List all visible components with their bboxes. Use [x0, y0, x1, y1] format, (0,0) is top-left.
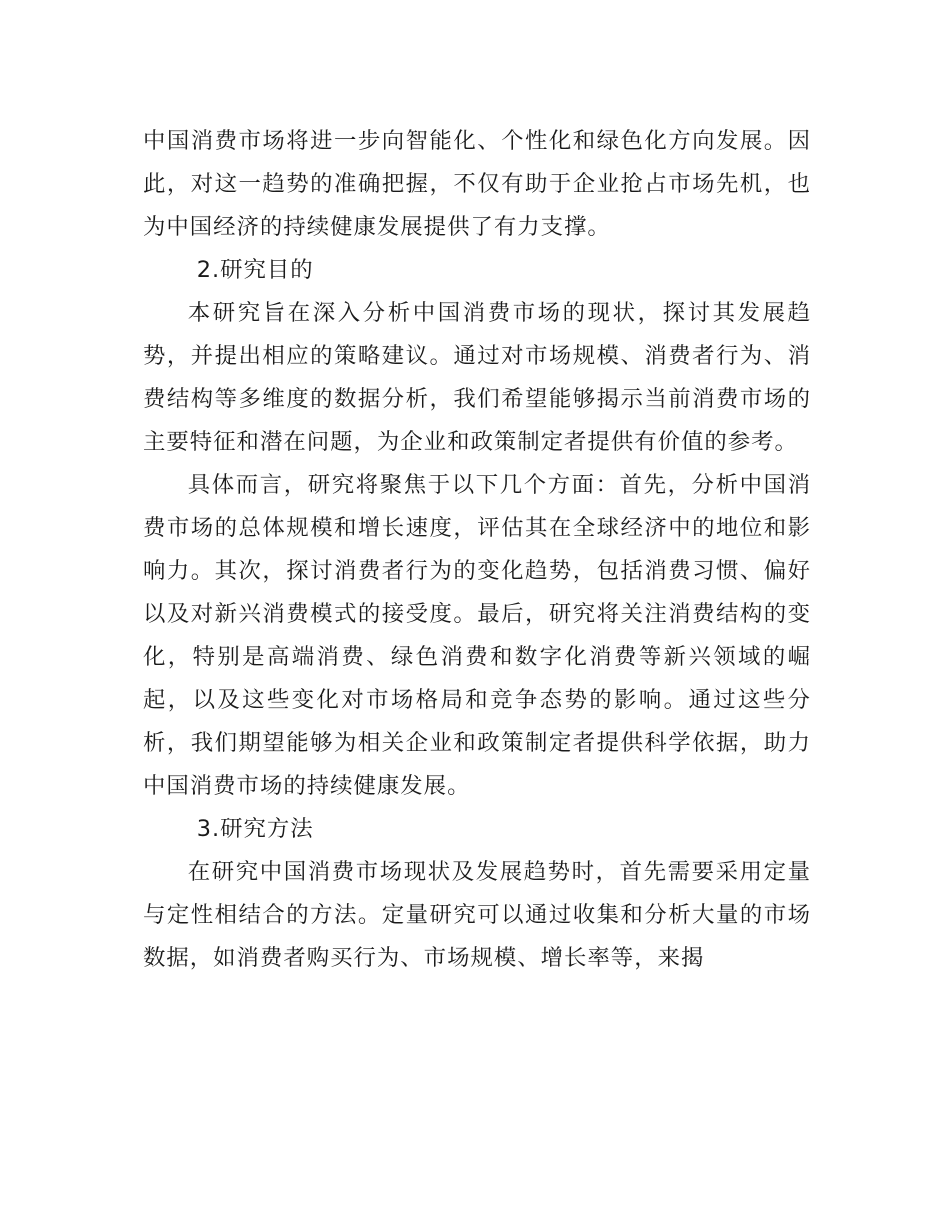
paragraph-research-purpose: 本研究旨在深入分析中国消费市场的现状，探讨其发展趋势，并提出相应的策略建议。通过对市场规模、消费者行为、消费结构等多维度的数据分析，我们希望能够揭示当前消费市场的主要特征和潜在问题，为企业和政策制定者提供有价值的参考。 — [143, 300, 811, 455]
document-body — [143, 120, 811, 980]
section-heading-research-method: 3.研究方法 — [196, 816, 314, 842]
section-heading-research-purpose: 2.研究目的 — [196, 257, 314, 283]
paragraph-research-method: 在研究中国消费市场现状及发展趋势时，首先需要采用定量与定性相结合的方法。定量研究可以通过收集和分析大量的市场数据，如消费者购买行为、市场规模、增长率等，来揭 — [143, 859, 811, 971]
paragraph-continued: 中国消费市场将进一步向智能化、个性化和绿色化方向发展。因此，对这一趋势的准确把握，不仅有助于企业抢占市场先机，也为中国经济的持续健康发展提供了有力支撑。 — [143, 128, 811, 240]
paragraph-research-focus: 具体而言，研究将聚焦于以下几个方面：首先，分析中国消费市场的总体规模和增长速度，评估其在全球经济中的地位和影响力。其次，探讨消费者行为的变化趋势，包括消费习惯、偏好以及对新兴消费模式的接受度。最后，研究将关注消费结构的变化，特别是高端消费、绿色消费和数字化消费等新兴领域的崛起，以及这些变化对市场格局和竞争态势的影响。通过这些分析，我们期望能够为相关企业和政策制定者提供科学依据，助力中国消费市场的持续健康发展。 — [143, 472, 811, 799]
